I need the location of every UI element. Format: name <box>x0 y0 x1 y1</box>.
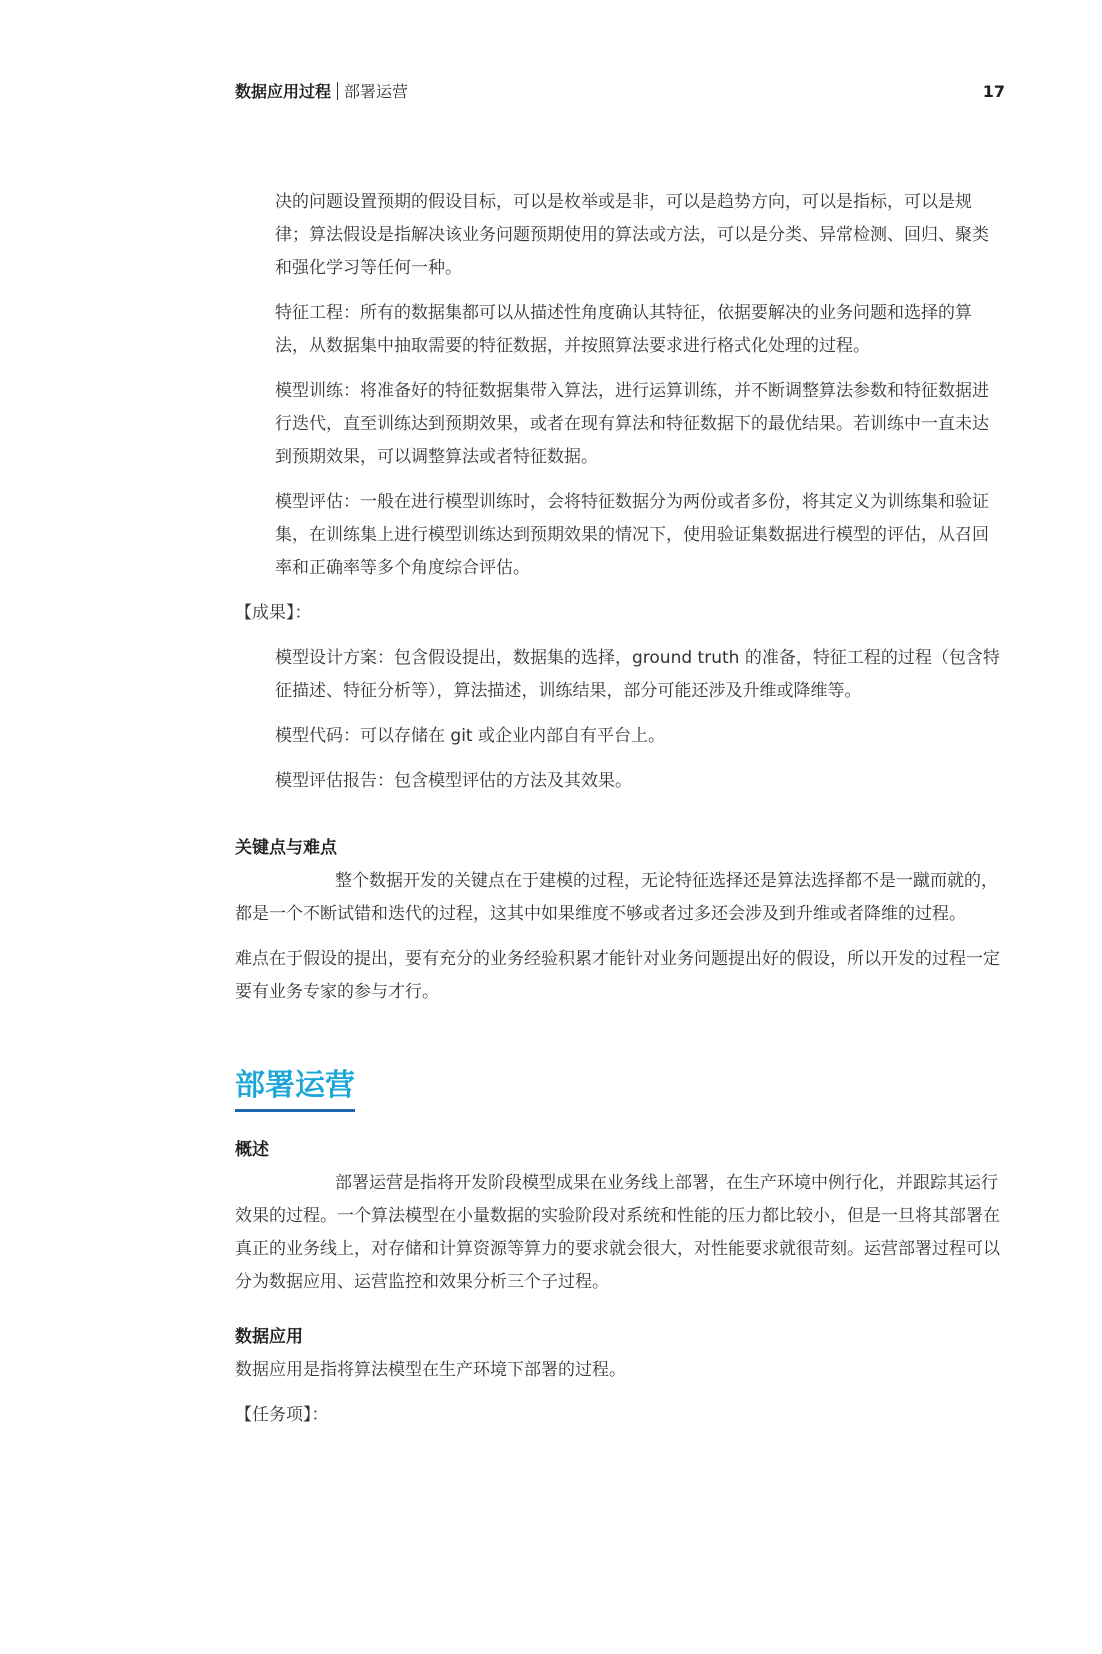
results-label: 【成果】： <box>235 603 312 623</box>
result-model-code: 模型代码：可以存储在 git 或企业内部自有平台上。 <box>275 726 665 746</box>
paragraph-feature-engineering: 特征工程：所有的数据集都可以从描述性角度确认其特征，依据要解决的业务问题和选择的算法，从数据集中抽取需要的特征数据，并按照算法要求进行格式化处理的过程。 <box>275 303 972 356</box>
section-title-deploy: 部署运营 <box>235 1065 355 1112</box>
overview-body: 部署运营是指将开发阶段模型成果在业务线上部署，在生产环境中例行化，并跟踪其运行效果的过程。一个算法模型在小量数据的实验阶段对系统和性能的压力都比较小，但是一旦将其部署在真正的业务线上，对存储和计算资源等算力的要求就会很大，对性能要求就很苛刻。运营部署过程可以分为数据应用、运营监控和效果分析三个子过程。 <box>235 1173 1000 1292</box>
running-header <box>235 80 1005 104</box>
result-model-design: 模型设计方案：包含假设提出，数据集的选择，ground truth 的准备，特征工程的过程（包含特征描述、特征分析等），算法描述，训练结果，部分可能还涉及升维或降维等。 <box>275 648 1000 701</box>
result-evaluation-report: 模型评估报告：包含模型评估的方法及其效果。 <box>275 771 632 791</box>
overview-heading: 概述 <box>235 1140 269 1160</box>
paragraph-model-training: 模型训练：将准备好的特征数据集带入算法，进行运算训练，并不断调整算法参数和特征数据进行迭代，直至训练达到预期效果，或者在现有算法和特征数据下的最优结果。若训练中一直未达到预期效果，可以调整算法或者特征数据。 <box>275 381 989 467</box>
header-section-title: 数据应用过程 <box>235 82 332 101</box>
paragraph-hypothesis-continued: 决的问题设置预期的假设目标，可以是枚举或是非，可以是趋势方向，可以是指标，可以是规律；算法假设是指解决该业务问题预期使用的算法或方法，可以是分类、异常检测、回归、聚类和强化学习等任何一种。 <box>275 192 989 278</box>
header-divider <box>337 82 338 100</box>
page-number: 17 <box>982 82 1005 101</box>
tasks-label: 【任务项】： <box>235 1405 329 1425</box>
paragraph-model-evaluation: 模型评估：一般在进行模型训练时，会将特征数据分为两份或者多份，将其定义为训练集和验证集，在训练集上进行模型训练达到预期效果的情况下，使用验证集数据进行模型的评估，从召回率和正确率等多个角度综合评估。 <box>275 492 989 578</box>
data-app-heading: 数据应用 <box>235 1327 303 1347</box>
key-points-heading: 关键点与难点 <box>235 838 337 858</box>
header-subsection-title: 部署运营 <box>344 82 409 101</box>
page-content <box>235 186 1005 1432</box>
key-points-body: 整个数据开发的关键点在于建模的过程，无论特征选择还是算法选择都不是一蹴而就的，都是一个不断试错和迭代的过程，这其中如果维度不够或者过多还会涉及到升维或者降维的过程。 <box>235 871 998 924</box>
data-app-body: 数据应用是指将算法模型在生产环境下部署的过程。 <box>235 1360 626 1380</box>
difficulty-body: 难点在于假设的提出，要有充分的业务经验积累才能针对业务问题提出好的假设，所以开发的过程一定要有业务专家的参与才行。 <box>235 949 1000 1002</box>
